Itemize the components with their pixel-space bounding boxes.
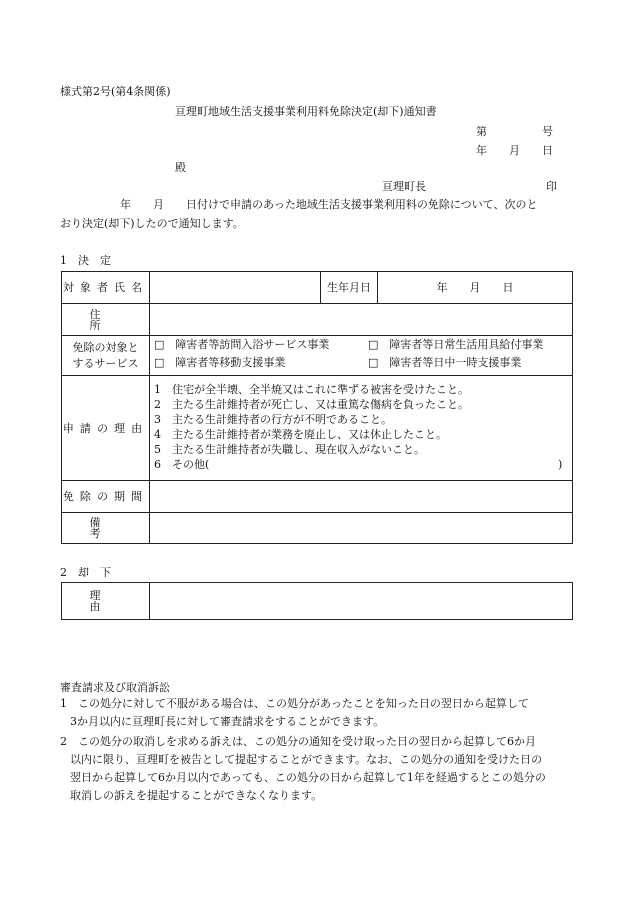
rejection-reason-value[interactable] (150, 583, 573, 620)
service-option-bathing[interactable]: □ 障害者等訪問入浴サービス事業 (154, 338, 330, 351)
application-reason-cell (150, 376, 573, 481)
form-number: 様式第2号(第4条関係) (60, 85, 171, 98)
appeal-p2-line-2: 以内に限り、亘理町を被告として提起することができます。なお、この処分の通知を受けた日の (70, 753, 543, 766)
addressee-suffix: 殿 (175, 161, 186, 174)
intro-line-1: 年 月 日付けで申請のあった地域生活支援事業利用料の免除について、次のと (120, 198, 538, 211)
appeal-p1-line-2: 3か月以内に亘理町長に対して審査請求をすることができます。 (70, 715, 385, 728)
birth-date-value[interactable]: 年 月 日 (378, 272, 573, 304)
section-decision-heading: 1 決 定 (60, 254, 111, 267)
reason-item[interactable]: 3 主たる生計維持者の行方が不明であること。 (154, 413, 392, 426)
exemption-period-label: 免除の期間 (62, 481, 150, 513)
appeal-p2-line-4: 取消しの訴えを提起することができなくなります。 (70, 789, 323, 802)
application-reason-label: 申請の理由 (62, 376, 150, 481)
exempt-services-cell (150, 336, 573, 376)
reason-other-close-paren: ) (558, 458, 563, 471)
exempt-services-label (62, 336, 150, 376)
appeal-p2-line-3: 翌日から起算して6か月以内であっても、この処分の日から起算して1年を経過するとこの処分の (70, 771, 546, 784)
rejection-reason-label: 理 由 (62, 583, 150, 620)
reason-item[interactable]: 1 住宅が全半壊、全半焼又はこれに準ずる被害を受けたこと。 (154, 383, 469, 396)
intro-line-2: おり決定(却下)したので通知します。 (60, 217, 244, 230)
document-date: 年 月 日 (476, 144, 553, 157)
reason-item-other[interactable]: 6 その他( (154, 458, 210, 471)
document-number: 第 号 (476, 125, 553, 138)
section-rejection-heading: 2 却 下 (60, 566, 111, 579)
rejection-table (61, 582, 573, 620)
appeal-paragraph-1 (60, 695, 529, 731)
reason-item[interactable]: 5 主たる生計維持者が失職し、現在収入がないこと。 (154, 443, 425, 456)
remarks-value[interactable] (150, 513, 573, 544)
service-option-day-care[interactable]: □ 障害者等日中一時支援事業 (368, 356, 522, 369)
decision-table (61, 271, 573, 544)
birth-date-label: 生年月日 (321, 272, 378, 304)
appeal-heading: 審査請求及び取消訴訟 (60, 681, 170, 694)
remarks-label: 備 考 (62, 513, 150, 544)
exempt-services-label-line-1: 免除の対象と (72, 340, 139, 354)
service-option-daily-equipment[interactable]: □ 障害者等日常生活用具給付事業 (368, 338, 544, 351)
document-title: 亘理町地域生活支援事業利用料免除決定(却下)通知書 (175, 105, 437, 118)
appeal-p2-line-1: 2 この処分の取消しを求める訴えは、この処分の通知を受け取った日の翌日から起算して6か月 (60, 735, 536, 748)
address-value[interactable] (150, 304, 573, 336)
reason-item[interactable]: 4 主たる生計維持者が業務を廃止し、又は休止したこと。 (154, 428, 447, 441)
address-label: 住 所 (62, 304, 150, 336)
exempt-services-label-line-2: するサービス (72, 356, 139, 370)
appeal-p1-line-1: 1 この処分に対して不服がある場合は、この処分があったことを知った日の翌日から起算して (60, 697, 529, 710)
appeal-paragraph-2 (60, 733, 546, 805)
issuer-name: 亘理町長 (382, 180, 426, 193)
seal-mark: 印 (546, 180, 557, 193)
reason-item[interactable]: 2 主たる生計維持者が死亡し、又は重篤な傷病を負ったこと。 (154, 398, 469, 411)
service-option-mobility[interactable]: □ 障害者等移動支援事業 (154, 356, 286, 369)
target-name-label: 対象者氏名 (62, 272, 150, 304)
exemption-period-value[interactable] (150, 481, 573, 513)
target-name-value[interactable] (150, 272, 321, 304)
